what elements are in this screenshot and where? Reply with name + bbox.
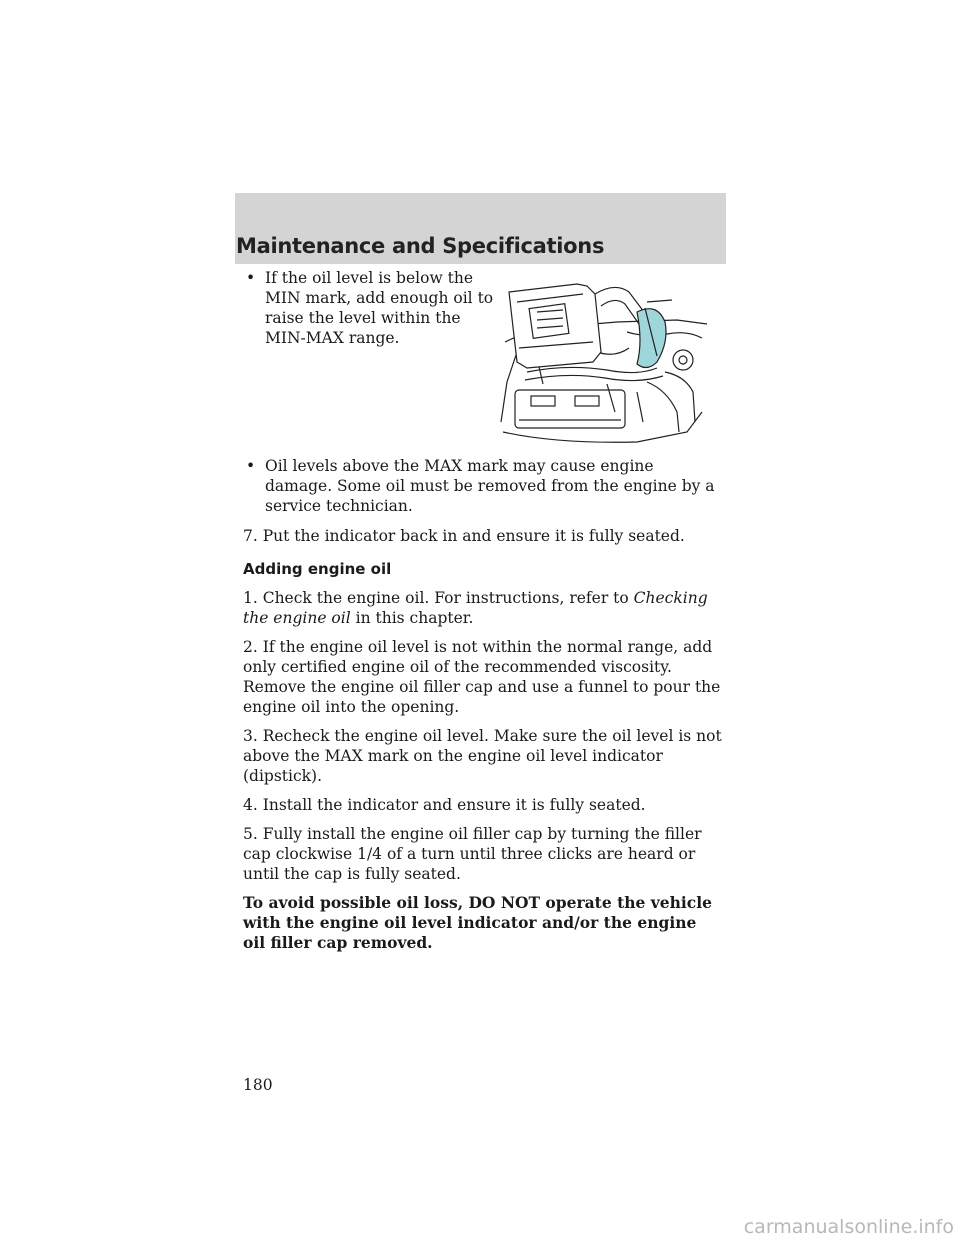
bullet-text-max-level: Oil levels above the MAX mark may cause engine damage. Some oil must be removed from the engine by a service technician. — [265, 457, 715, 515]
warning-text: To avoid possible oil loss, DO NOT operate the vehicle with the engine oil level indicator and/or the engine oil filler cap removed. — [243, 893, 712, 952]
bullet-symbol: • — [246, 457, 256, 475]
step-4: 4. Install the indicator and ensure it is fully seated. — [243, 796, 646, 814]
step-5: 5. Fully install the engine oil filler cap by turning the filler cap clockwise 1/4 of a turn until three clicks are heard or until the cap is fully seated. — [243, 825, 702, 883]
bullet-text-min-level: If the oil level is below the MIN mark, add enough oil to raise the level within the MIN-MAX range. — [265, 269, 494, 347]
step-2: 2. If the engine oil level is not within the normal range, add only certified engine oil of the recommended viscosity. Remove the engine oil filler cap and use a funnel to pour the engine oil into the opening. — [243, 638, 721, 716]
step-7: 7. Put the indicator back in and ensure it is fully seated. — [243, 527, 685, 545]
page-content — [243, 268, 723, 953]
step-1-text: 1. Check the engine oil. For instructions, refer to — [243, 589, 629, 607]
cross-reference: Checking the engine oil — [243, 589, 708, 627]
bullet-item — [243, 268, 497, 348]
bullet-item — [243, 456, 723, 516]
page-title: Maintenance and Specifications — [236, 234, 605, 258]
step-1 — [243, 588, 723, 628]
illustration-spacer — [243, 358, 723, 456]
step-1-suffix: in this chapter. — [355, 609, 474, 627]
watermark: carmanualsonline.info — [743, 1216, 954, 1238]
step-3: 3. Recheck the engine oil level. Make sure the oil level is not above the MAX mark on the engine oil level indicator (dipstick). — [243, 727, 722, 785]
bullet-symbol: • — [246, 269, 256, 287]
page-number: 180 — [243, 1076, 273, 1094]
section-heading: Adding engine oil — [243, 560, 392, 578]
